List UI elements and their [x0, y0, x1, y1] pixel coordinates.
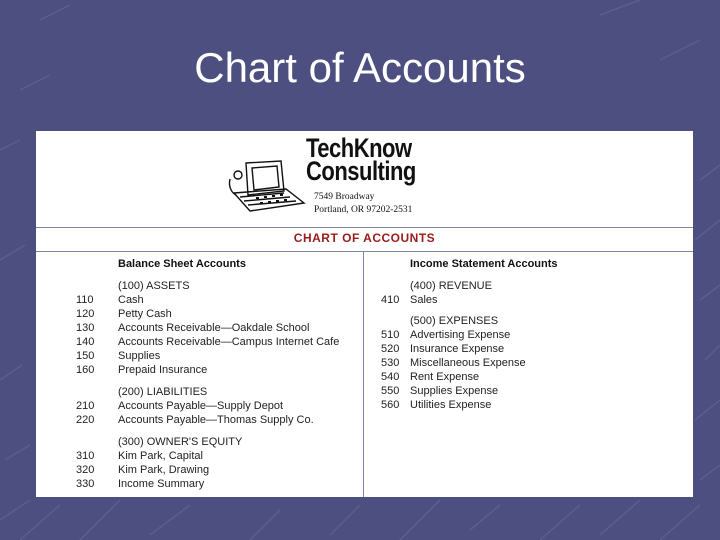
- account-name: Supplies Expense: [410, 385, 499, 397]
- account-number: 120: [76, 308, 95, 320]
- account-number: 530: [381, 357, 400, 369]
- company-logo: [226, 131, 526, 227]
- slide-title: Chart of Accounts: [194, 44, 526, 91]
- computer-icon: [226, 131, 316, 227]
- account-number: 520: [381, 343, 400, 355]
- account-row: [381, 356, 526, 370]
- account-name: Accounts Receivable—Oakdale School: [118, 322, 310, 334]
- account-row: [76, 293, 144, 307]
- account-number: 130: [76, 322, 95, 334]
- account-number: 560: [381, 399, 400, 411]
- account-number: 160: [76, 364, 95, 376]
- account-row: [76, 307, 172, 321]
- account-name: Accounts Payable—Thomas Supply Co.: [118, 414, 314, 426]
- address-line-2: Portland, OR 97202-2531: [314, 205, 413, 215]
- account-number: 330: [76, 478, 95, 490]
- logo-line-1: TechKnow: [306, 133, 412, 163]
- account-row: [76, 399, 283, 413]
- account-row: [76, 449, 203, 463]
- account-name: Petty Cash: [118, 308, 172, 320]
- account-name: Sales: [410, 294, 438, 306]
- account-name: Utilities Expense: [410, 399, 492, 411]
- account-name: Kim Park, Capital: [118, 450, 203, 462]
- income-statement-heading: Income Statement Accounts: [410, 258, 558, 270]
- account-row: [76, 321, 309, 335]
- balance-sheet-heading: Balance Sheet Accounts: [118, 258, 246, 270]
- chart-of-accounts-document: [36, 131, 693, 497]
- account-row: [76, 413, 314, 427]
- account-name: Cash: [118, 294, 144, 306]
- account-number: 210: [76, 400, 95, 412]
- account-name: Accounts Payable—Supply Depot: [118, 400, 284, 412]
- account-row: [381, 342, 504, 356]
- account-name: Advertising Expense: [410, 329, 511, 341]
- account-row: [76, 477, 204, 491]
- account-number: 220: [76, 414, 95, 426]
- account-number: 410: [381, 294, 400, 306]
- divider-title: [36, 251, 693, 252]
- document-title: CHART OF ACCOUNTS: [293, 231, 436, 245]
- account-number: 140: [76, 336, 95, 348]
- group-label-revenue: (400) REVENUE: [410, 280, 492, 292]
- account-name: Kim Park, Drawing: [118, 464, 210, 476]
- account-name: Prepaid Insurance: [118, 364, 208, 376]
- account-name: Rent Expense: [410, 371, 480, 383]
- account-number: 550: [381, 385, 400, 397]
- account-name: Income Summary: [118, 478, 205, 490]
- account-row: [381, 398, 491, 412]
- group-label-expenses: (500) EXPENSES: [410, 315, 499, 327]
- address-line-1: 7549 Broadway: [314, 192, 375, 202]
- account-row: [76, 349, 160, 363]
- account-name: Accounts Receivable—Campus Internet Cafe: [118, 336, 340, 348]
- account-number: 310: [76, 450, 95, 462]
- account-number: 540: [381, 371, 400, 383]
- account-row: [381, 370, 479, 384]
- account-row: [381, 293, 438, 307]
- account-row: [76, 335, 339, 349]
- group-label-owners-equity: (300) OWNER'S EQUITY: [118, 436, 243, 448]
- account-number: 110: [76, 294, 94, 306]
- account-row: [76, 363, 207, 377]
- account-name: Insurance Expense: [410, 343, 505, 355]
- account-row: [76, 463, 209, 477]
- account-number: 320: [76, 464, 95, 476]
- group-label-assets: (100) ASSETS: [118, 280, 190, 292]
- account-row: [381, 384, 498, 398]
- account-number: 150: [76, 350, 95, 362]
- logo-line-2: Consulting: [306, 156, 416, 186]
- account-number: 510: [381, 329, 400, 341]
- account-name: Supplies: [118, 350, 161, 362]
- divider-top: [36, 227, 693, 228]
- account-name: Miscellaneous Expense: [410, 357, 526, 369]
- account-row: [381, 328, 510, 342]
- column-divider: [363, 252, 364, 497]
- group-label-liabilities: (200) LIABILITIES: [118, 386, 208, 398]
